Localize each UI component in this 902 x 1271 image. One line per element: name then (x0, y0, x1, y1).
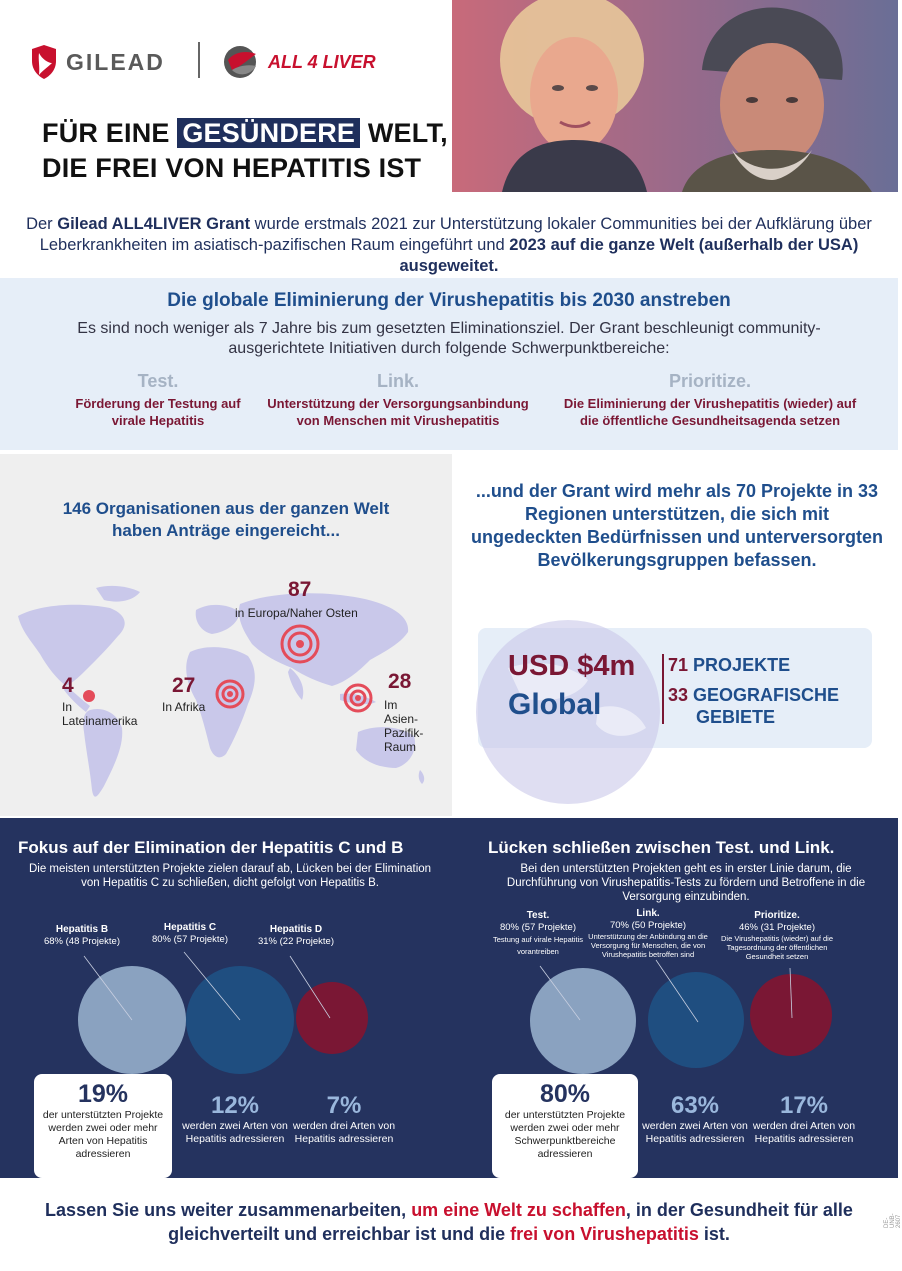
hep-c-label: Hepatitis C 80% (57 Projekte) (151, 922, 229, 945)
map-title: 146 Organisationen aus der ganzen Welt haben Anträge eingereicht... (62, 499, 390, 540)
closing-statement: Lassen Sie uns weiter zusammenarbeiten, um eine Welt zu schaffen, in der Gesundheit für alle gleichverteilt und erreichbar ist und die frei von Virushepatitis ist. (45, 1200, 853, 1244)
intro-paragraph: Der Gilead ALL4LIVER Grant wurde erstmals 2021 zur Unterstützung lokaler Communities bei der Aufklärung über Leberkrankheiten im asiatisch-pazifischen Raum eingeführt und 2023 auf die ganze Welt (außerhalb der USA) ausgeweitet. (26, 215, 872, 275)
test-label: Test. 80% (57 Projekte) Testung auf virale Hepatitis vorantreiben (492, 910, 584, 956)
link-label: Link. 70% (50 Projekte) Unterstützung der Anbindung an die Versorgung für Menschen, die von Virushepatitis betroffen sind (588, 908, 708, 959)
map-section (0, 454, 452, 816)
grant-divider (662, 654, 664, 724)
focus-stat-two: 12% werden zwei Arten von Hepatitis adressieren (182, 1092, 288, 1145)
gaps-stat-box: 80% der unterstützten Projekte werden zwei oder mehr Schwerpunktbereiche adressieren (492, 1074, 638, 1178)
pillar-prioritize: Prioritize. Die Eliminierung der Virushepatitis (wieder) auf die öffentliche Gesundheitsagenda setzen (563, 371, 857, 428)
focus-stat-three: 7% werden drei Arten von Hepatitis adressieren (292, 1092, 396, 1145)
pillar-test: Test. Förderung der Testung auf virale Hepatitis (75, 371, 241, 428)
focus-title: Fokus auf der Elimination der Hepatitis C und B (18, 838, 404, 857)
europe-label: in Europa/Naher Osten (235, 606, 358, 620)
focus-stat-box: 19% der unterstützten Projekte werden zwei oder mehr Arten von Hepatitis adressieren (34, 1074, 172, 1178)
gaps-subtitle: Bei den unterstützten Projekten geht es in erster Linie darum, die Durchführung von Virushepatitis-Tests zu fördern und Betroffene in die Versorgung einzubinden. (506, 863, 866, 903)
hep-d-label: Hepatitis D 31% (22 Projekte) (257, 924, 335, 947)
prioritize-label: Prioritize. 46% (31 Projekte) Die Virushepatitis (wieder) auf die Tagesordnung der öffentlichen Gesundheit setzen (721, 910, 833, 961)
africa-count: 27 (172, 674, 196, 697)
gilead-shield-icon (30, 45, 58, 79)
gaps-stat-two: 63% werden zwei Arten von Hepatitis adressieren (642, 1092, 748, 1145)
document-code: DE-UNB-2607 (884, 1213, 902, 1228)
gaps-stat-three: 17% werden drei Arten von Hepatitis adressieren (752, 1092, 856, 1145)
gaps-title: Lücken schließen zwischen Test. und Link. (488, 838, 835, 857)
apac-count: 28 (388, 670, 412, 693)
focus-subtitle: Die meisten unterstützten Projekte zielen darauf ab, Lücken bei der Elimination von Hepatitis C zu schließen, dicht gefolgt von Hepatitis B. (28, 863, 432, 889)
africa-label: In Afrika (162, 700, 206, 714)
gilead-wordmark: GILEAD (66, 48, 165, 75)
logo-divider (198, 42, 200, 78)
all4liver-logo (222, 44, 376, 80)
global-elimination-section (0, 278, 898, 450)
grant-regions: 33 GEOGRAFISCHE GEBIETE (668, 685, 840, 727)
hep-b-label: Hepatitis B 68% (48 Projekte) (43, 924, 121, 947)
global-title: Die globale Eliminierung der Virushepatitis bis 2030 anstreben (167, 290, 731, 311)
grant-summary-box (478, 628, 872, 748)
global-text: Es sind noch weniger als 7 Jahre bis zum gesetzten Eliminationsziel. Der Grant beschleunigt community-ausgerichtete Initiativen durch folgende Schwerpunktbereiche: (77, 320, 821, 357)
latam-count: 4 (62, 674, 74, 697)
pillar-link: Link. Unterstützung der Versorgungsanbindung von Menschen mit Virushepatitis (267, 371, 529, 428)
grant-description: ...und der Grant wird mehr als 70 Projekte in 33 Regionen unterstützen, die sich mit ungedeckten Bedürfnissen und unterversorgten Bevölkerungsgruppen befassen. (470, 481, 884, 570)
statistics-section (0, 818, 898, 1178)
europe-count: 87 (288, 578, 312, 601)
all4liver-globe-icon (222, 44, 262, 80)
grant-projects: 71 PROJEKTE (668, 655, 791, 675)
header-photo (452, 0, 898, 192)
grant-scope: Global (508, 688, 602, 721)
grant-amount: USD $4m (508, 650, 636, 682)
page-title: FÜR EINE GESÜNDERE WELT, DIE FREI VON HEPATITIS IST (42, 118, 448, 183)
gilead-logo (30, 44, 180, 80)
latam-label: In Lateinamerika (62, 700, 138, 728)
apac-label: Im Asien- Pazifik- Raum (384, 698, 424, 754)
all4liver-wordmark: ALL 4 LIVER (268, 51, 376, 72)
headline-highlight: GESÜNDERE (177, 118, 360, 148)
